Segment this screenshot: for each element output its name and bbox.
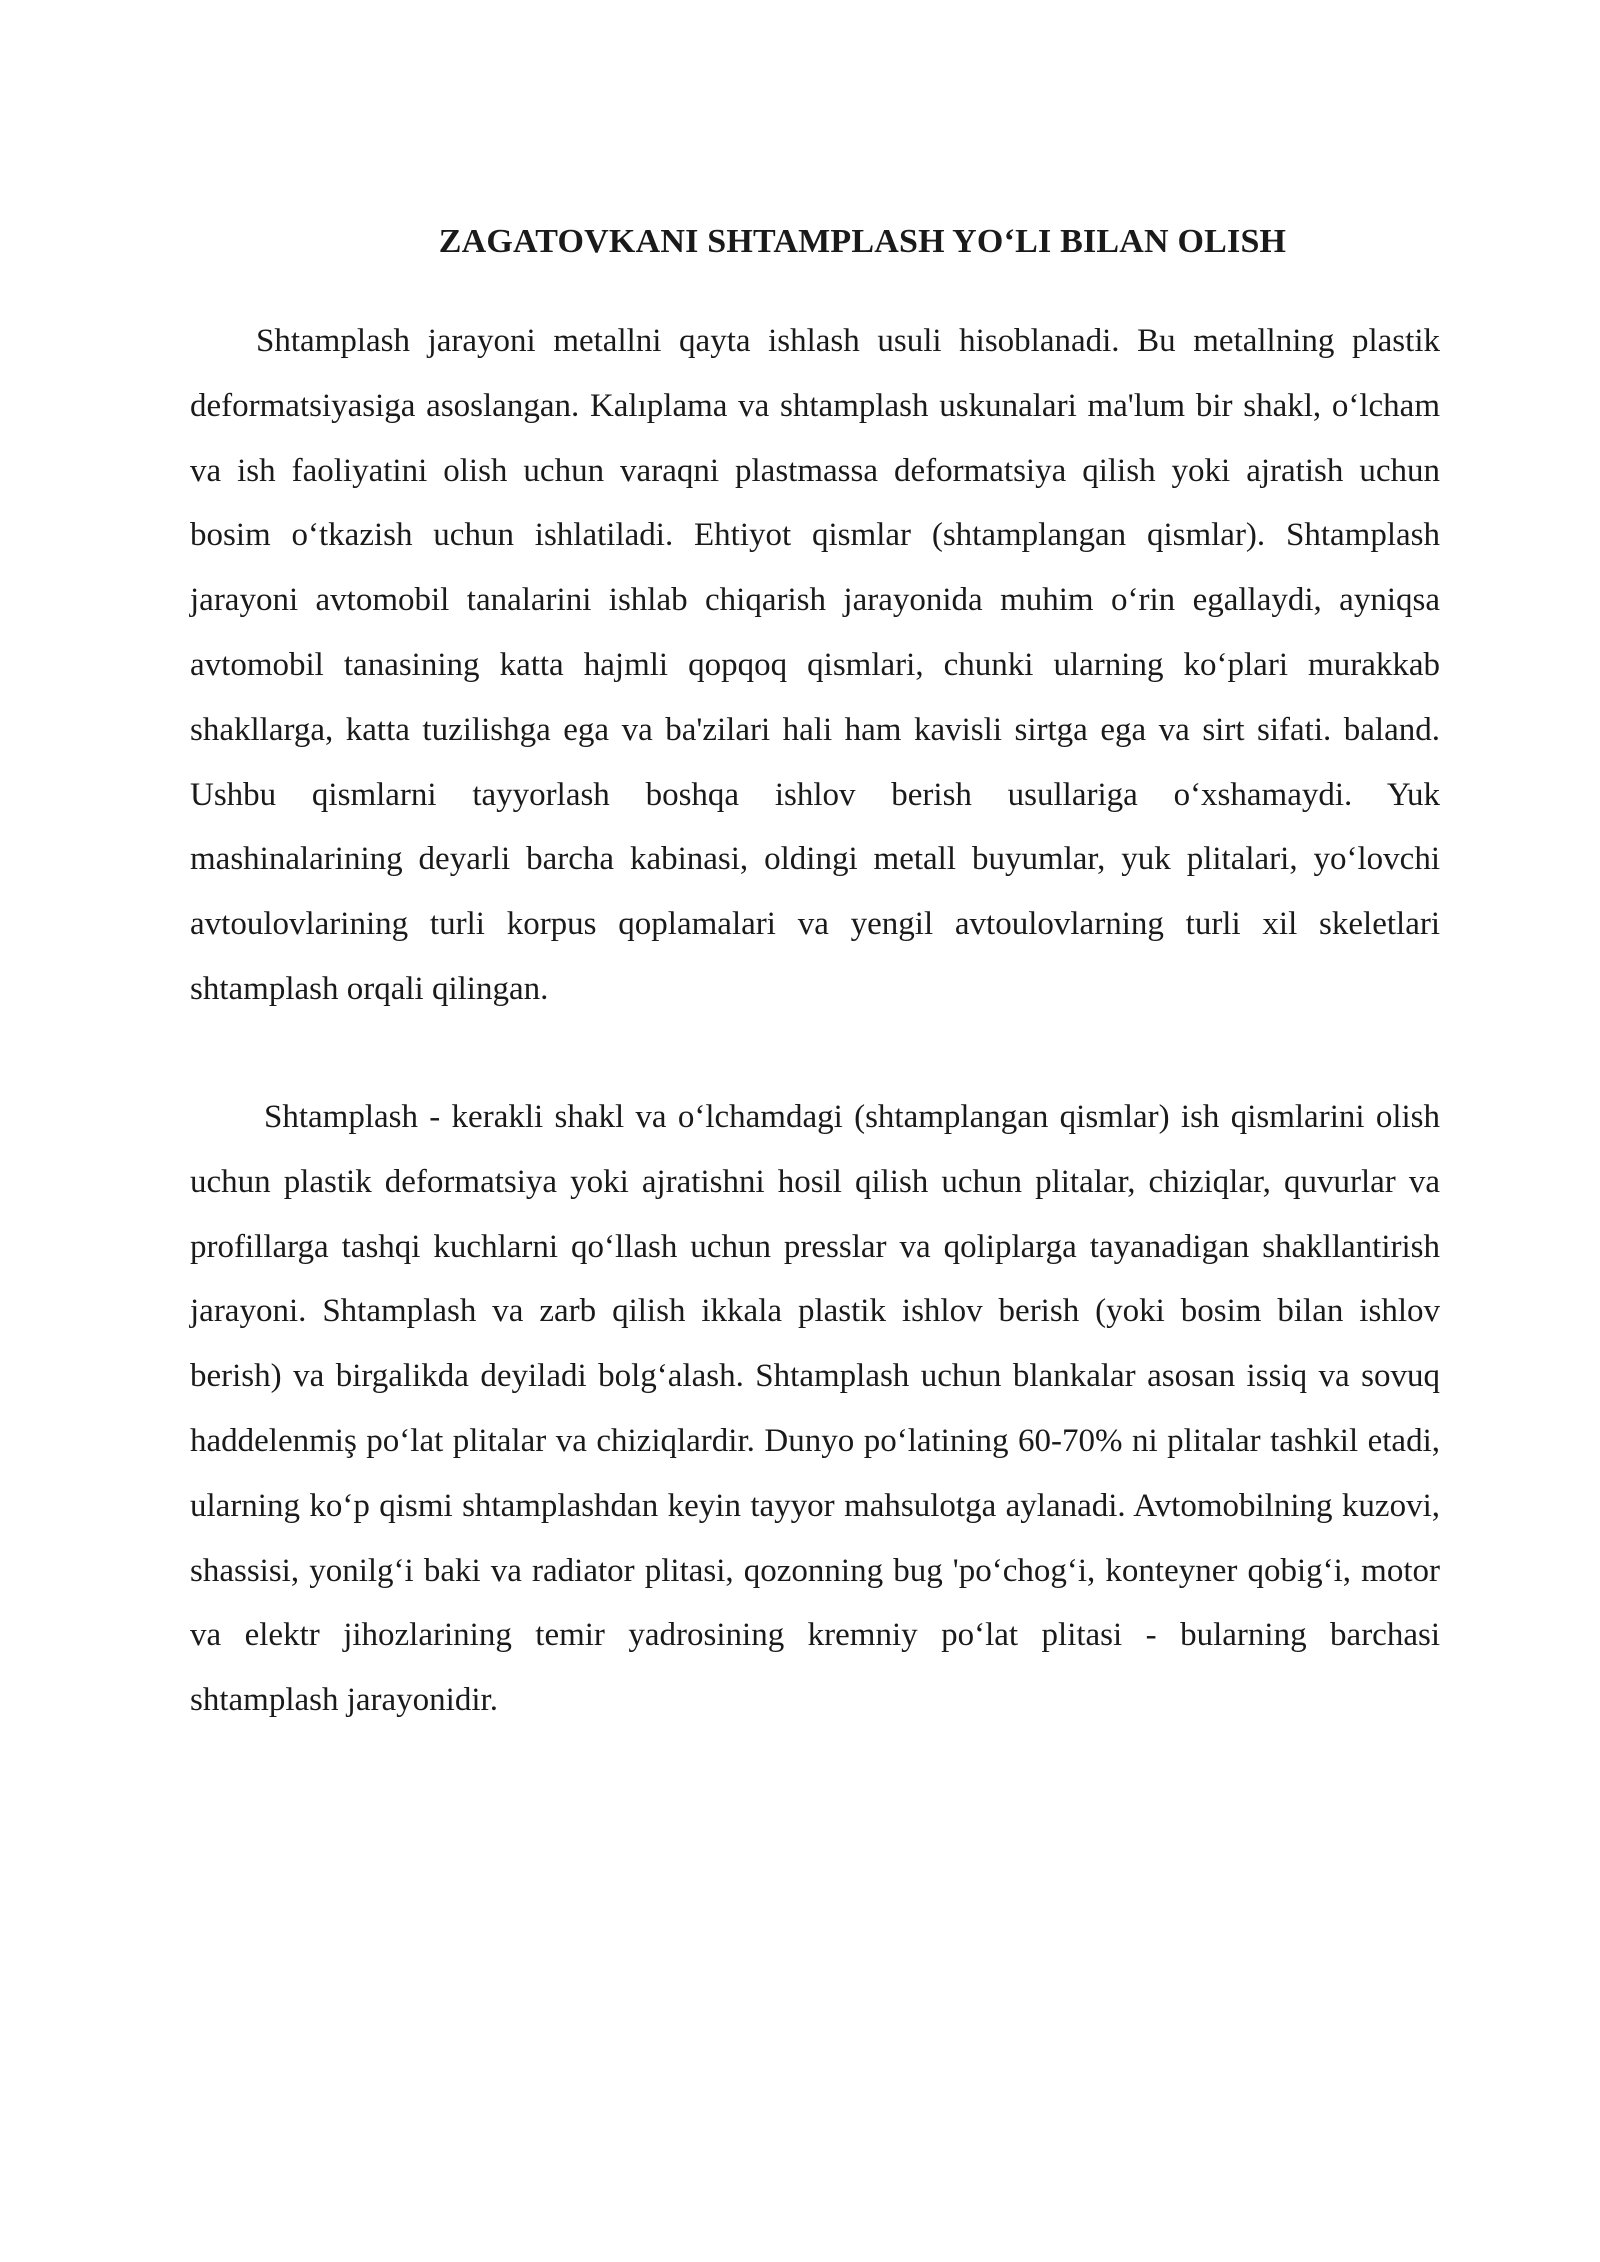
paragraph-2 bbox=[190, 1085, 1440, 1733]
document-title: ZAGATOVKANI SHTAMPLASH YO‘LI BILAN OLISH bbox=[438, 223, 1287, 260]
paragraph-1 bbox=[190, 309, 1440, 1022]
paragraph-1-text: Shtamplash jarayoni metallni qayta ishlash usuli hisoblanadi. Bu metallning plastik deformatsiyasiga asoslangan. Kalıplama va shtamplash uskunalari ma'lum bir shakl, o‘lcham va ish faoliyatini olish uchun varaqni plastmassa deformatsiya qilish yoki ajratish uchun bosim o‘tkazish uchun ishlatiladi. Ehtiyot qismlar (shtamplangan qismlar). Shtamplash jarayoni avtomobil tanalarini ishlab chiqarish jarayonida muhim o‘rin egallaydi, ayniqsa avtomobil tanasining katta hajmli qopqoq qismlari, chunki ularning ko‘plari murakkab shakllarga, katta tuzilishga ega va ba'zilari hali ham kavisli sirtga ega va sirt sifati. baland. Ushbu qismlarni tayyorlash boshqa ishlov berish usullariga o‘xshamaydi. Yuk mashinalarining deyarli barcha kabinasi, oldingi metall buyumlar, yuk plitalari, yo‘lovchi avtoulovlarining turli korpus qoplamalari va yengil avtoulovlarning turli xil skeletlari shtamplash orqali qilingan. bbox=[190, 323, 1440, 1007]
paragraph-2-text: Shtamplash - kerakli shakl va o‘lchamdagi (shtamplangan qismlar) ish qismlarini olish uchun plastik deformatsiya yoki ajratishni hosil qilish uchun plitalar, chiziqlar, quvurlar va profillarga tashqi kuchlarni qo‘llash uchun presslar va qoliplarga tayanadigan shakllantirish jarayoni. Shtamplash va zarb qilish ikkala plastik ishlov berish (yoki bosim bilan ishlov berish) va birgalikda deyiladi bolg‘alash. Shtamplash uchun blankalar asosan issiq va sovuq haddelenmiş po‘lat plitalar va chiziqlardir. Dunyo po‘latining 60-70% ni plitalar tashkil etadi, ularning ko‘p qismi shtamplashdan keyin tayyor mahsulotga aylanadi. Avtomobilning kuzovi, shassisi, yonilg‘i baki va radiator plitasi, qozonning bug 'po‘chog‘i, konteyner qobig‘i, motor va elektr jihozlarining temir yadrosining kremniy po‘lat plitasi - bularning barchasi shtamplash jarayonidir. bbox=[190, 1099, 1440, 1719]
